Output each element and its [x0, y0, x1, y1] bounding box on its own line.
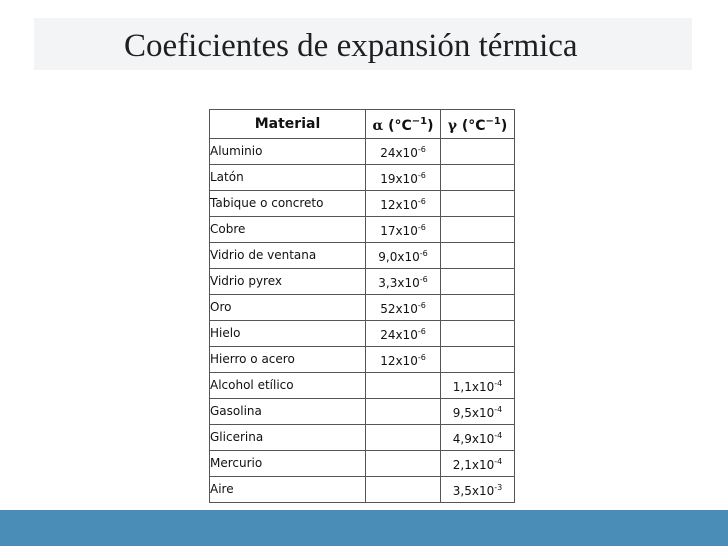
alpha-cell: [366, 425, 441, 451]
gamma-cell: [441, 269, 515, 295]
table-row: [210, 295, 515, 321]
gamma-value: 1,1x10: [452, 380, 495, 394]
gamma-value: 4,9x10: [452, 432, 495, 446]
gamma-symbol: γ: [447, 118, 457, 134]
material-cell: Gasolina: [210, 399, 366, 425]
alpha-exponent: -6: [417, 301, 426, 310]
alpha-exponent: -6: [417, 327, 426, 336]
gamma-value: 2,1x10: [452, 458, 495, 472]
alpha-unit: (°C: [388, 118, 412, 134]
table-row: [210, 269, 515, 295]
gamma-cell: [441, 243, 515, 269]
alpha-cell: [366, 399, 441, 425]
alpha-value: 17x10: [380, 224, 418, 238]
slide-title: Coeficientes de expansión térmica: [124, 28, 578, 64]
alpha-cell: [366, 321, 441, 347]
alpha-cell: [366, 217, 441, 243]
gamma-unit: (°C: [461, 118, 486, 134]
alpha-exponent: -6: [417, 197, 426, 206]
material-cell: Oro: [210, 295, 366, 321]
alpha-value: 24x10: [380, 328, 418, 342]
table-row: [210, 165, 515, 191]
material-cell: Cobre: [210, 217, 366, 243]
header-material: Material: [210, 110, 366, 139]
gamma-cell: [441, 295, 515, 321]
gamma-cell: [441, 451, 515, 477]
table-header-row: [210, 110, 515, 139]
alpha-cell: [366, 191, 441, 217]
alpha-cell: [366, 243, 441, 269]
material-cell: Hielo: [210, 321, 366, 347]
gamma-cell: [441, 477, 515, 503]
alpha-value: 9,0x10: [378, 250, 420, 264]
table-row: [210, 217, 515, 243]
alpha-cell: [366, 477, 441, 503]
gamma-cell: [441, 139, 515, 165]
gamma-cell: [441, 191, 515, 217]
material-cell: Aire: [210, 477, 366, 503]
table-row: [210, 373, 515, 399]
table-row: [210, 425, 515, 451]
gamma-cell: [441, 165, 515, 191]
alpha-symbol: α: [372, 118, 384, 134]
header-alpha: [366, 110, 441, 139]
material-cell: Vidrio de ventana: [210, 243, 366, 269]
gamma-cell: [441, 321, 515, 347]
table-row: [210, 451, 515, 477]
alpha-value: 52x10: [380, 302, 418, 316]
table-row: [210, 399, 515, 425]
alpha-value: 12x10: [380, 354, 418, 368]
alpha-exponent: -6: [417, 171, 426, 180]
material-cell: Alcohol etílico: [210, 373, 366, 399]
table-row: [210, 139, 515, 165]
gamma-value: 9,5x10: [452, 406, 495, 420]
alpha-exponent: -6: [417, 223, 426, 232]
alpha-value: 3,3x10: [378, 276, 420, 290]
gamma-cell: [441, 399, 515, 425]
alpha-value: 24x10: [380, 146, 418, 160]
table-row: [210, 191, 515, 217]
gamma-exponent: -4: [494, 379, 503, 388]
alpha-cell: [366, 269, 441, 295]
gamma-cell: [441, 347, 515, 373]
gamma-cell: [441, 373, 515, 399]
gamma-cell: [441, 425, 515, 451]
table-row: [210, 347, 515, 373]
alpha-value: 12x10: [380, 198, 418, 212]
table-row: [210, 321, 515, 347]
material-cell: Glicerina: [210, 425, 366, 451]
header-gamma: [441, 110, 515, 139]
alpha-unit-exponent: −1: [411, 116, 428, 127]
alpha-cell: [366, 165, 441, 191]
gamma-exponent: -3: [494, 483, 503, 492]
material-cell: Mercurio: [210, 451, 366, 477]
table-row: [210, 243, 515, 269]
alpha-unit-close: ): [427, 118, 434, 134]
material-cell: Latón: [210, 165, 366, 191]
bottom-bar: [0, 510, 728, 546]
gamma-value: 3,5x10: [452, 484, 495, 498]
alpha-cell: [366, 295, 441, 321]
alpha-exponent: -6: [419, 275, 428, 284]
gamma-unit-exponent: −1: [485, 116, 501, 127]
alpha-exponent: -6: [417, 353, 426, 362]
material-cell: Tabique o concreto: [210, 191, 366, 217]
alpha-exponent: -6: [417, 145, 426, 154]
alpha-cell: [366, 139, 441, 165]
gamma-exponent: -4: [494, 405, 503, 414]
material-cell: Aluminio: [210, 139, 366, 165]
expansion-coefficients-table: [209, 109, 515, 503]
alpha-cell: [366, 347, 441, 373]
gamma-cell: [441, 217, 515, 243]
alpha-exponent: -6: [419, 249, 428, 258]
alpha-value: 19x10: [380, 172, 418, 186]
gamma-exponent: -4: [494, 431, 503, 440]
gamma-exponent: -4: [494, 457, 503, 466]
gamma-unit-close: ): [500, 118, 508, 134]
table-row: [210, 477, 515, 503]
material-cell: Vidrio pyrex: [210, 269, 366, 295]
alpha-cell: [366, 451, 441, 477]
material-cell: Hierro o acero: [210, 347, 366, 373]
alpha-cell: [366, 373, 441, 399]
